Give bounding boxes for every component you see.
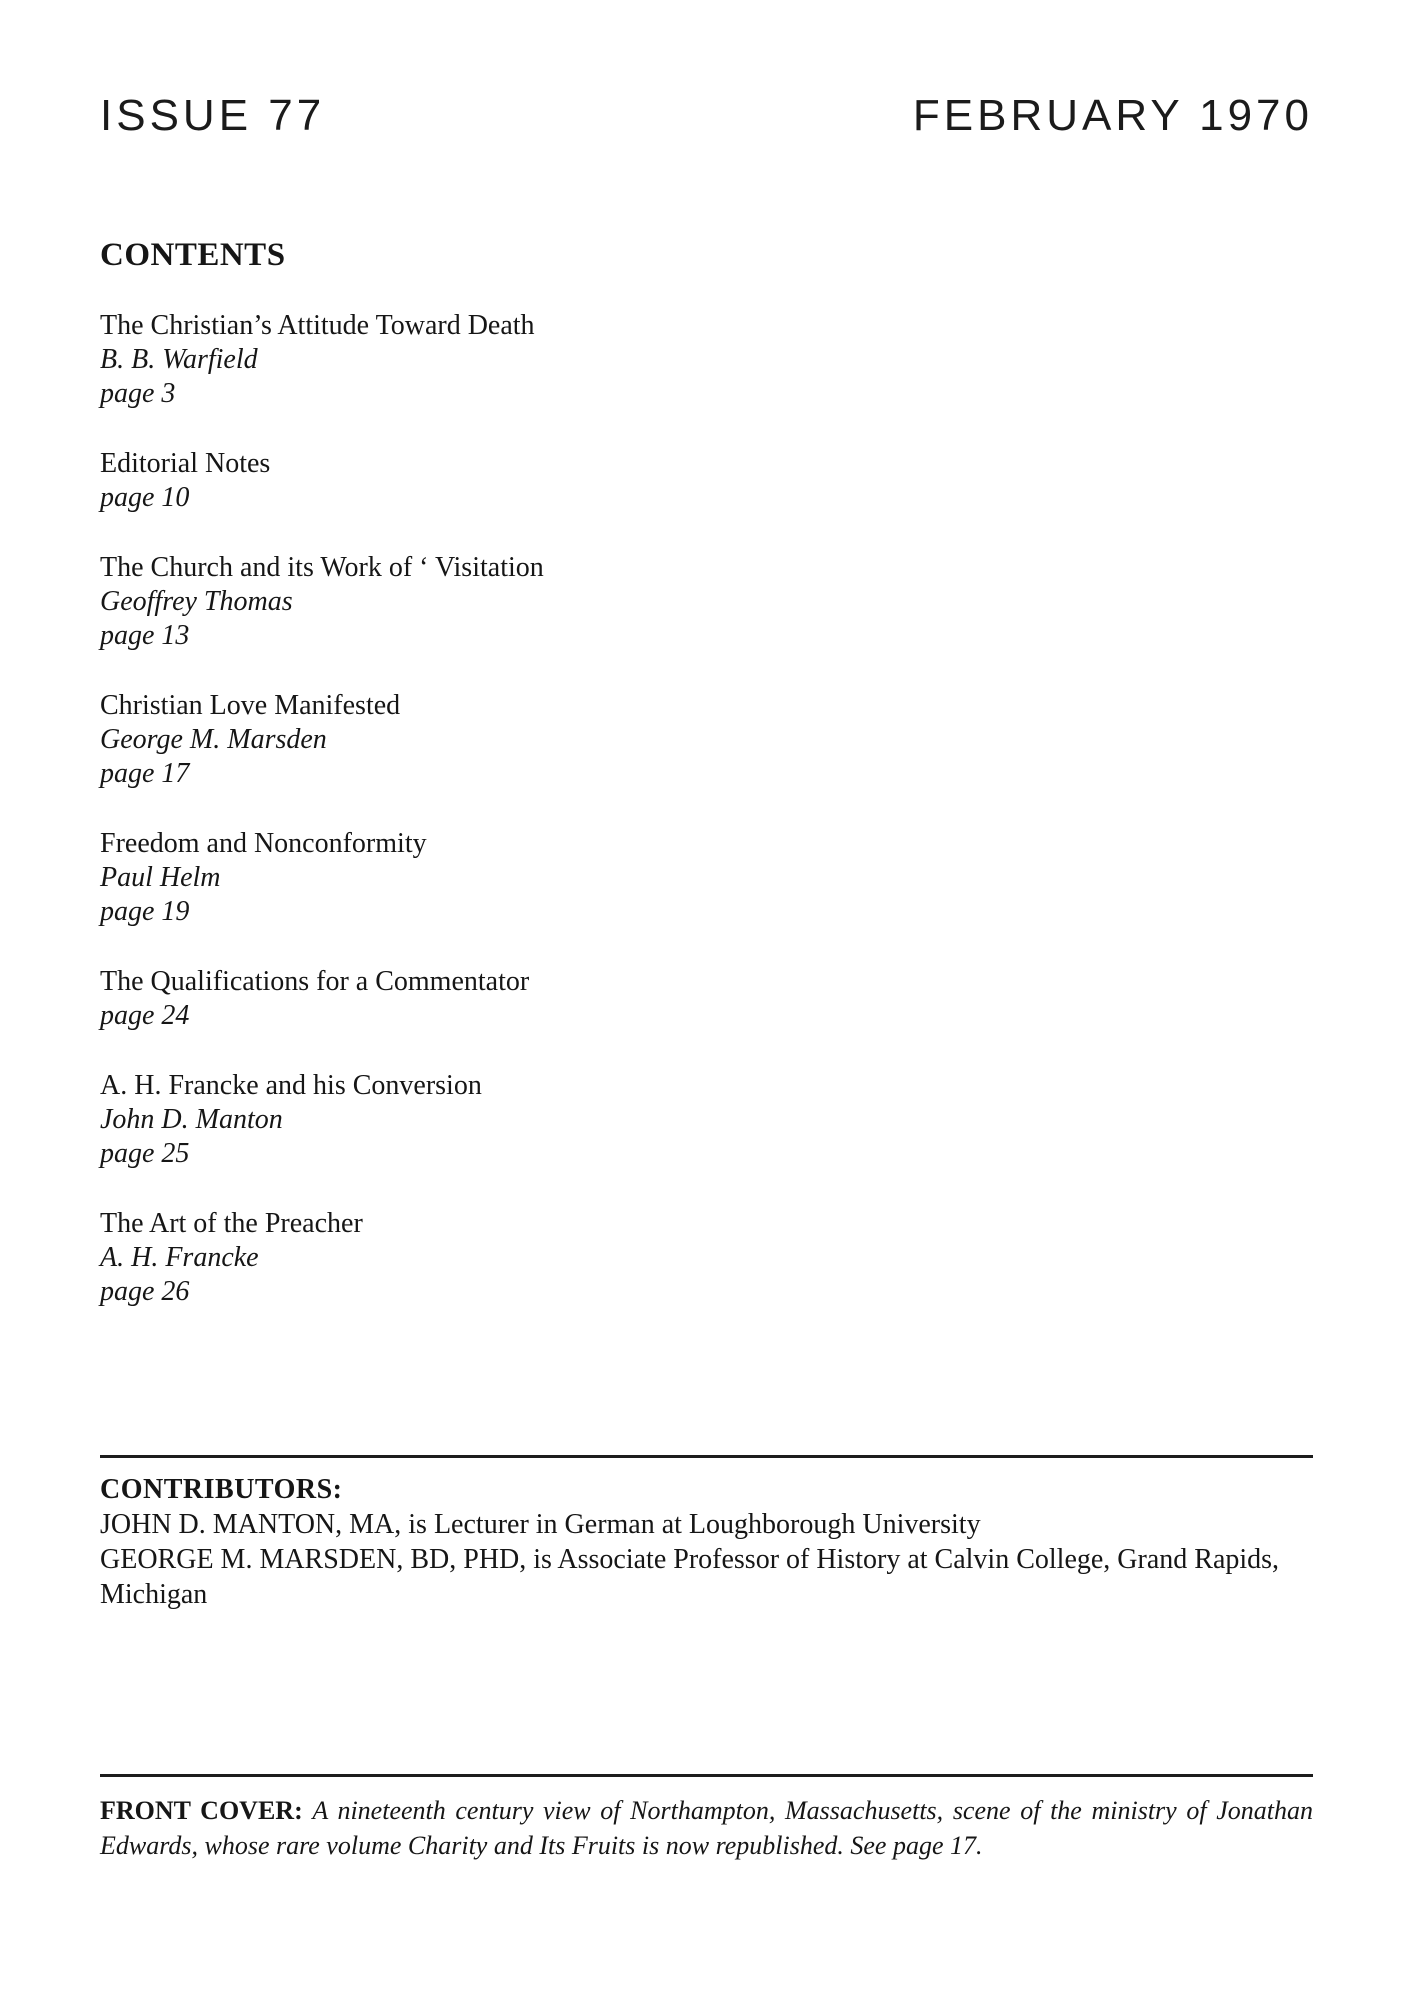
article-author: A. H. Francke: [100, 1242, 259, 1273]
toc-entry: [100, 309, 1313, 411]
contributors-heading: CONTRIBUTORS:: [100, 1474, 343, 1505]
toc-entry: [100, 1207, 1313, 1309]
article-page: page 13: [100, 620, 190, 651]
contents-list: [100, 309, 1313, 1309]
article-author: John D. Manton: [100, 1104, 283, 1135]
horizontal-rule-top: [100, 1455, 1313, 1458]
article-title: The Christian’s Attitude Toward Death: [100, 310, 535, 341]
article-page: page 19: [100, 896, 190, 927]
front-cover-text: A nineteenth century view of Northampton, Massachusetts, scene of the ministry of Jonathan: [312, 1796, 1313, 1825]
toc-entry: [100, 447, 1313, 515]
article-title: Freedom and Nonconformity: [100, 828, 427, 859]
article-page: page 24: [100, 1000, 190, 1031]
toc-entry: [100, 1069, 1313, 1171]
toc-entry: [100, 689, 1313, 791]
contributors-section: [100, 1472, 1313, 1612]
article-title: The Church and its Work of ‘ Visitation: [100, 552, 544, 583]
article-author: Geoffrey Thomas: [100, 586, 293, 617]
article-page: page 17: [100, 758, 190, 789]
issue-date: FEBRUARY 1970: [912, 91, 1313, 140]
article-author: George M. Marsden: [100, 724, 327, 755]
front-cover-line-1: [100, 1793, 1313, 1828]
article-title: Editorial Notes: [100, 448, 271, 479]
article-author: Paul Helm: [100, 862, 221, 893]
article-title: Christian Love Manifested: [100, 690, 401, 721]
article-page: page 25: [100, 1138, 190, 1169]
article-title: The Qualifications for a Commentator: [100, 966, 530, 997]
page-content: [100, 0, 1313, 1863]
horizontal-rule-bottom: [100, 1774, 1313, 1777]
front-cover-note: [100, 1793, 1313, 1863]
article-title: The Art of the Preacher: [100, 1208, 363, 1239]
toc-entry: [100, 827, 1313, 929]
article-page: page 26: [100, 1276, 190, 1307]
toc-entry: [100, 551, 1313, 653]
contributor-entry: GEORGE M. MARSDEN, BD, PHD, is Associate Professor of History at Calvin College, Grand Rapids, Michigan: [100, 1544, 1280, 1610]
issue-number: ISSUE 77: [100, 91, 326, 140]
article-page: page 10: [100, 482, 190, 513]
contributor-entry: JOHN D. MANTON, MA, is Lecturer in German at Loughborough University: [100, 1509, 981, 1540]
article-title: A. H. Francke and his Conversion: [100, 1070, 482, 1101]
front-cover-line-2: Edwards, whose rare volume Charity and Its Fruits is now republished. See page 17.: [100, 1831, 983, 1860]
toc-entry: [100, 965, 1313, 1033]
masthead: [100, 0, 1313, 138]
article-page: page 3: [100, 378, 176, 409]
contents-heading: CONTENTS: [100, 237, 286, 273]
article-author: B. B. Warfield: [100, 344, 258, 375]
front-cover-label: FRONT COVER:: [100, 1796, 303, 1825]
